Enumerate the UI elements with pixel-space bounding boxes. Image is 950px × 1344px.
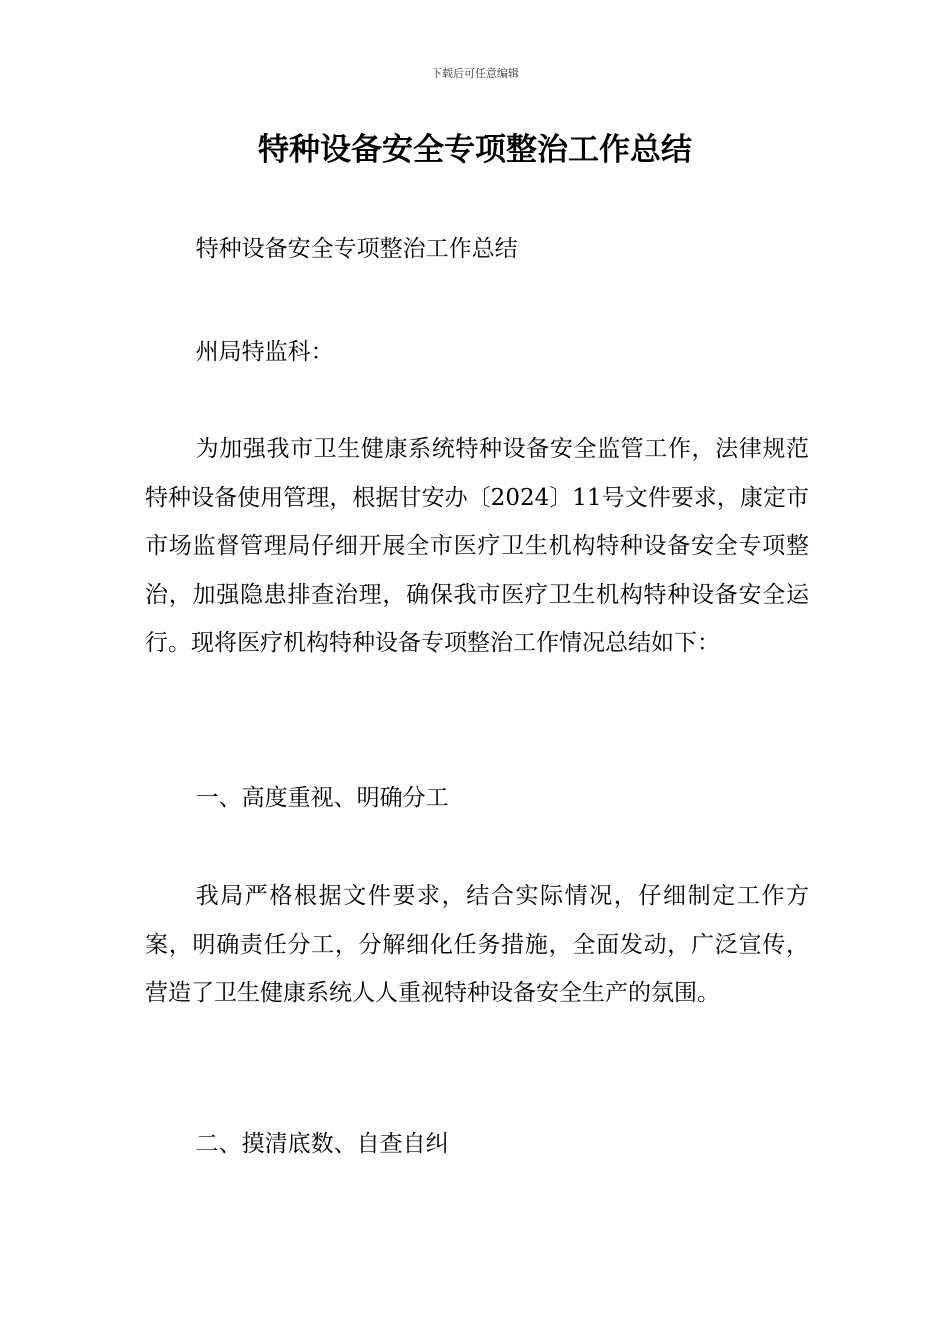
salutation: 州局特监科：	[195, 339, 334, 365]
header-note: 下载后可任意编辑	[431, 67, 519, 80]
document-subtitle: 特种设备安全专项整治工作总结	[195, 236, 518, 262]
intro-paragraph: 为加强我市卫生健康系统特种设备安全监管工作，法律规范特种设备使用管理，根据甘安办〔2024〕11号文件要求，康定市市场监督管理局仔细开展全市医疗卫生机构特种设备安全专项整治，加强隐患排查治理，确保我市医疗卫生机构特种设备安全运行。现将医疗机构特种设备专项整治工作情况总结如下：	[145, 436, 809, 656]
section-heading-1: 一、高度重视、明确分工	[195, 785, 449, 811]
document-title: 特种设备安全专项整治工作总结	[258, 132, 692, 168]
section-heading-2: 二、摸清底数、自查自纠	[195, 1131, 449, 1157]
section-1-paragraph: 我局严格根据文件要求，结合实际情况，仔细制定工作方案，明确责任分工，分解细化任务措施，全面发动，广泛宣传，营造了卫生健康系统人人重视特种设备安全生产的氛围。	[145, 883, 809, 1006]
